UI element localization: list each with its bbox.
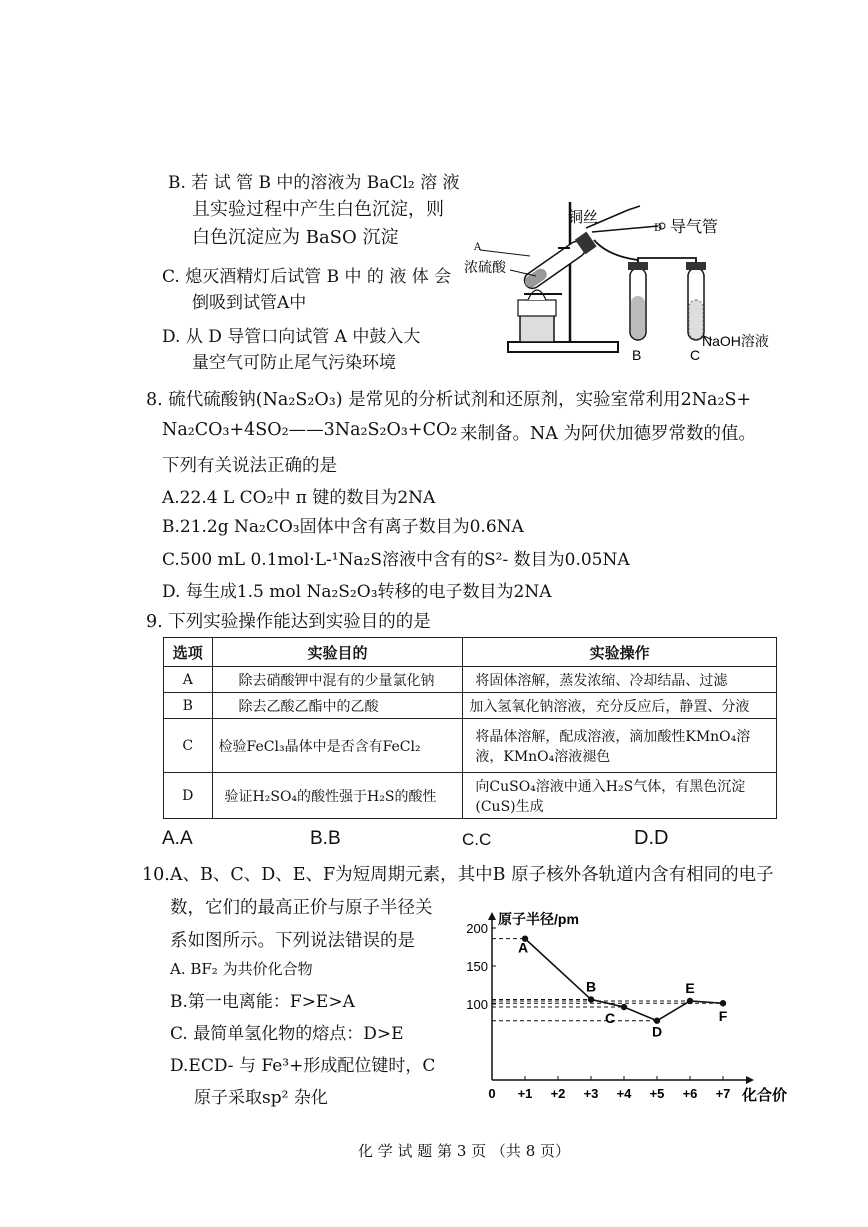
q7-option-c-line2: 倒吸到试管A中 bbox=[192, 293, 307, 313]
header-purpose: 实验目的 bbox=[212, 638, 463, 667]
label-c: C bbox=[690, 347, 701, 363]
q8-option-d: D. 每生成1.5 mol Na₂S₂O₃转移的电子数目为2NA bbox=[162, 582, 552, 602]
table-cell: 除去乙酸乙酯中的乙酸 bbox=[212, 693, 463, 719]
q9-answer-a: A.A bbox=[162, 828, 193, 849]
x-tick-label: +6 bbox=[682, 1086, 698, 1101]
test-tube-b-liquid bbox=[631, 296, 645, 339]
table-cell: C bbox=[164, 719, 213, 773]
label-b: B bbox=[632, 347, 642, 363]
table-cell: D bbox=[164, 773, 213, 819]
header-option: 选项 bbox=[164, 638, 213, 667]
x-tick-label: +5 bbox=[649, 1086, 665, 1101]
label-naoh: NaOH溶液 bbox=[702, 333, 769, 349]
y-tick-label: 150 bbox=[466, 959, 488, 974]
chart-series bbox=[518, 935, 728, 1039]
q9-stem: 9. 下列实验操作能达到实验目的的是 bbox=[146, 612, 431, 632]
y-axis-arrow bbox=[488, 912, 496, 920]
x-tick-label: +7 bbox=[715, 1086, 731, 1101]
chart-xlabel: 化合价 bbox=[742, 1087, 788, 1104]
q10-stem-line3: 系如图所示。下列说法错误的是 bbox=[170, 931, 415, 951]
data-point-label: C bbox=[604, 1010, 616, 1027]
label-acid: 浓硫酸 bbox=[464, 260, 506, 276]
table-cell: 除去硝酸钾中混有的少量氯化钠 bbox=[212, 667, 463, 693]
chart-ticks bbox=[466, 921, 730, 1101]
data-point bbox=[621, 1004, 627, 1010]
test-tube-b-stopper bbox=[628, 262, 648, 270]
x-tick-label: +3 bbox=[583, 1086, 599, 1101]
q7-option-d-line1: D. 从 D 导管口向试管 A 中鼓入大 bbox=[162, 327, 421, 347]
q7-option-d-line2: 量空气可防止尾气污染环境 bbox=[192, 353, 396, 373]
data-point-label: A bbox=[517, 939, 529, 956]
x-tick-label: +4 bbox=[616, 1086, 632, 1101]
radius-valence-chart bbox=[450, 908, 800, 1108]
stand-base bbox=[508, 342, 618, 352]
table-cell: 加入氢氧化钠溶液，充分反应后，静置、分液 bbox=[463, 693, 777, 719]
chart-ylabel: 原子半径/pm bbox=[498, 911, 579, 927]
q8-stem-line3: 下列有关说法正确的是 bbox=[162, 456, 337, 476]
label-a: A bbox=[474, 242, 482, 253]
table-cell: 检验FeCl₃晶体中是否含有FeCl₂ bbox=[212, 719, 463, 773]
data-point bbox=[687, 998, 693, 1004]
table-cell: 验证H₂SO₄的酸性强于H₂S的酸性 bbox=[212, 773, 463, 819]
data-point-label: D bbox=[651, 1023, 663, 1040]
q9-answer-d: D.D bbox=[634, 827, 669, 849]
experiment-table bbox=[163, 637, 777, 819]
table-cell: 将固体溶解，蒸发浓缩、冷却结晶、过滤 bbox=[463, 667, 777, 693]
q10-option-a: A. BF₂ 为共价化合物 bbox=[170, 960, 313, 978]
q8-option-a: A.22.4 L CO₂中 π 键的数目为2NA bbox=[162, 488, 436, 508]
test-tube-a bbox=[521, 232, 597, 293]
q10-option-b: B.第一电离能：F>E>A bbox=[170, 992, 355, 1012]
x-tick-label: +2 bbox=[550, 1086, 566, 1101]
x-axis-arrow bbox=[746, 1076, 754, 1084]
apparatus-figure bbox=[458, 196, 788, 366]
q8-stem-line1: 8. 硫代硫酸钠(Na₂S₂O₃) 是常见的分析试剂和还原剂，实验室常利用2Na₂S+ bbox=[146, 390, 752, 410]
x-tick-label: 0 bbox=[488, 1086, 496, 1101]
data-point bbox=[720, 1000, 726, 1006]
gas-tube-d bbox=[592, 226, 658, 232]
q7-option-b-line3: 白色沉淀应为 BaSO 沉淀 bbox=[192, 227, 399, 248]
burner-body bbox=[520, 314, 554, 342]
table-row bbox=[164, 667, 777, 693]
data-point-label: E bbox=[685, 979, 695, 996]
page-footer: 化 学 试 题 第 3 页 （共 8 页） bbox=[358, 1142, 571, 1160]
q9-answer-b: B.B bbox=[310, 828, 341, 849]
test-tube-c-stopper bbox=[686, 262, 706, 270]
q10-option-d-line1: D.ECD- 与 Fe³+形成配位键时，C bbox=[170, 1056, 436, 1076]
q10-option-c: C. 最简单氢化物的熔点：D>E bbox=[170, 1024, 404, 1044]
table-cell: 向CuSO₄溶液中通入H₂S气体，有黑色沉淀(CuS)生成 bbox=[463, 773, 777, 819]
copper-wire-arrow bbox=[628, 206, 640, 210]
label-copper: 铜丝 bbox=[568, 208, 599, 226]
y-tick-label: 200 bbox=[466, 921, 488, 936]
label-a-leader bbox=[480, 250, 530, 256]
test-tube-c-liquid bbox=[689, 300, 703, 339]
data-point bbox=[588, 996, 594, 1002]
q7-option-b-line1: B. 若 试 管 B 中的溶液为 BaCl₂ 溶 液 bbox=[168, 173, 460, 193]
q7-option-b-line2: 且实验过程中产生白色沉淀，则 bbox=[192, 199, 444, 220]
q8-option-c: C.500 mL 0.1mol·L-¹Na₂S溶液中含有的S²- 数目为0.05NA bbox=[162, 550, 630, 570]
q8-stem-line2a: Na₂CO₃+4SO₂——3Na₂S₂O₃+CO₂ bbox=[162, 420, 458, 440]
header-operation: 实验操作 bbox=[463, 638, 777, 667]
label-d: D bbox=[654, 223, 663, 234]
q9-answer-c: C.C bbox=[462, 830, 492, 849]
q10-stem-line2: 数，它们的最高正价与原子半径关 bbox=[170, 898, 433, 918]
table-row bbox=[164, 773, 777, 819]
label-gas-tube: 导气管 bbox=[670, 219, 719, 236]
q10-option-d-line2: 原子采取sp² 杂化 bbox=[194, 1088, 328, 1108]
table-cell: A bbox=[164, 667, 213, 693]
burner-cap bbox=[518, 300, 556, 316]
data-point-label: F bbox=[718, 1008, 728, 1025]
table-cell: 将晶体溶解，配成溶液，滴加酸性KMnO₄溶液，KMnO₄溶液褪色 bbox=[463, 719, 777, 773]
q8-option-b: B.21.2g Na₂CO₃固体中含有离子数目为0.6NA bbox=[162, 517, 524, 537]
y-tick-label: 100 bbox=[466, 997, 488, 1012]
data-point-label: B bbox=[585, 978, 597, 995]
q8-stem-line2b: 来制备。NA 为阿伏加德罗常数的值。 bbox=[460, 424, 757, 444]
table-row bbox=[164, 693, 777, 719]
table-cell: B bbox=[164, 693, 213, 719]
table-header-row bbox=[164, 638, 777, 667]
q10-stem-line1: 10.A、B、C、D、E、F为短周期元素，其中B 原子核外各轨道内含有相同的电子 bbox=[142, 865, 774, 885]
q7-option-c-line1: C. 熄灭酒精灯后试管 B 中 的 液 体 会 bbox=[162, 267, 452, 287]
table-row bbox=[164, 719, 777, 773]
x-tick-label: +1 bbox=[517, 1086, 533, 1101]
